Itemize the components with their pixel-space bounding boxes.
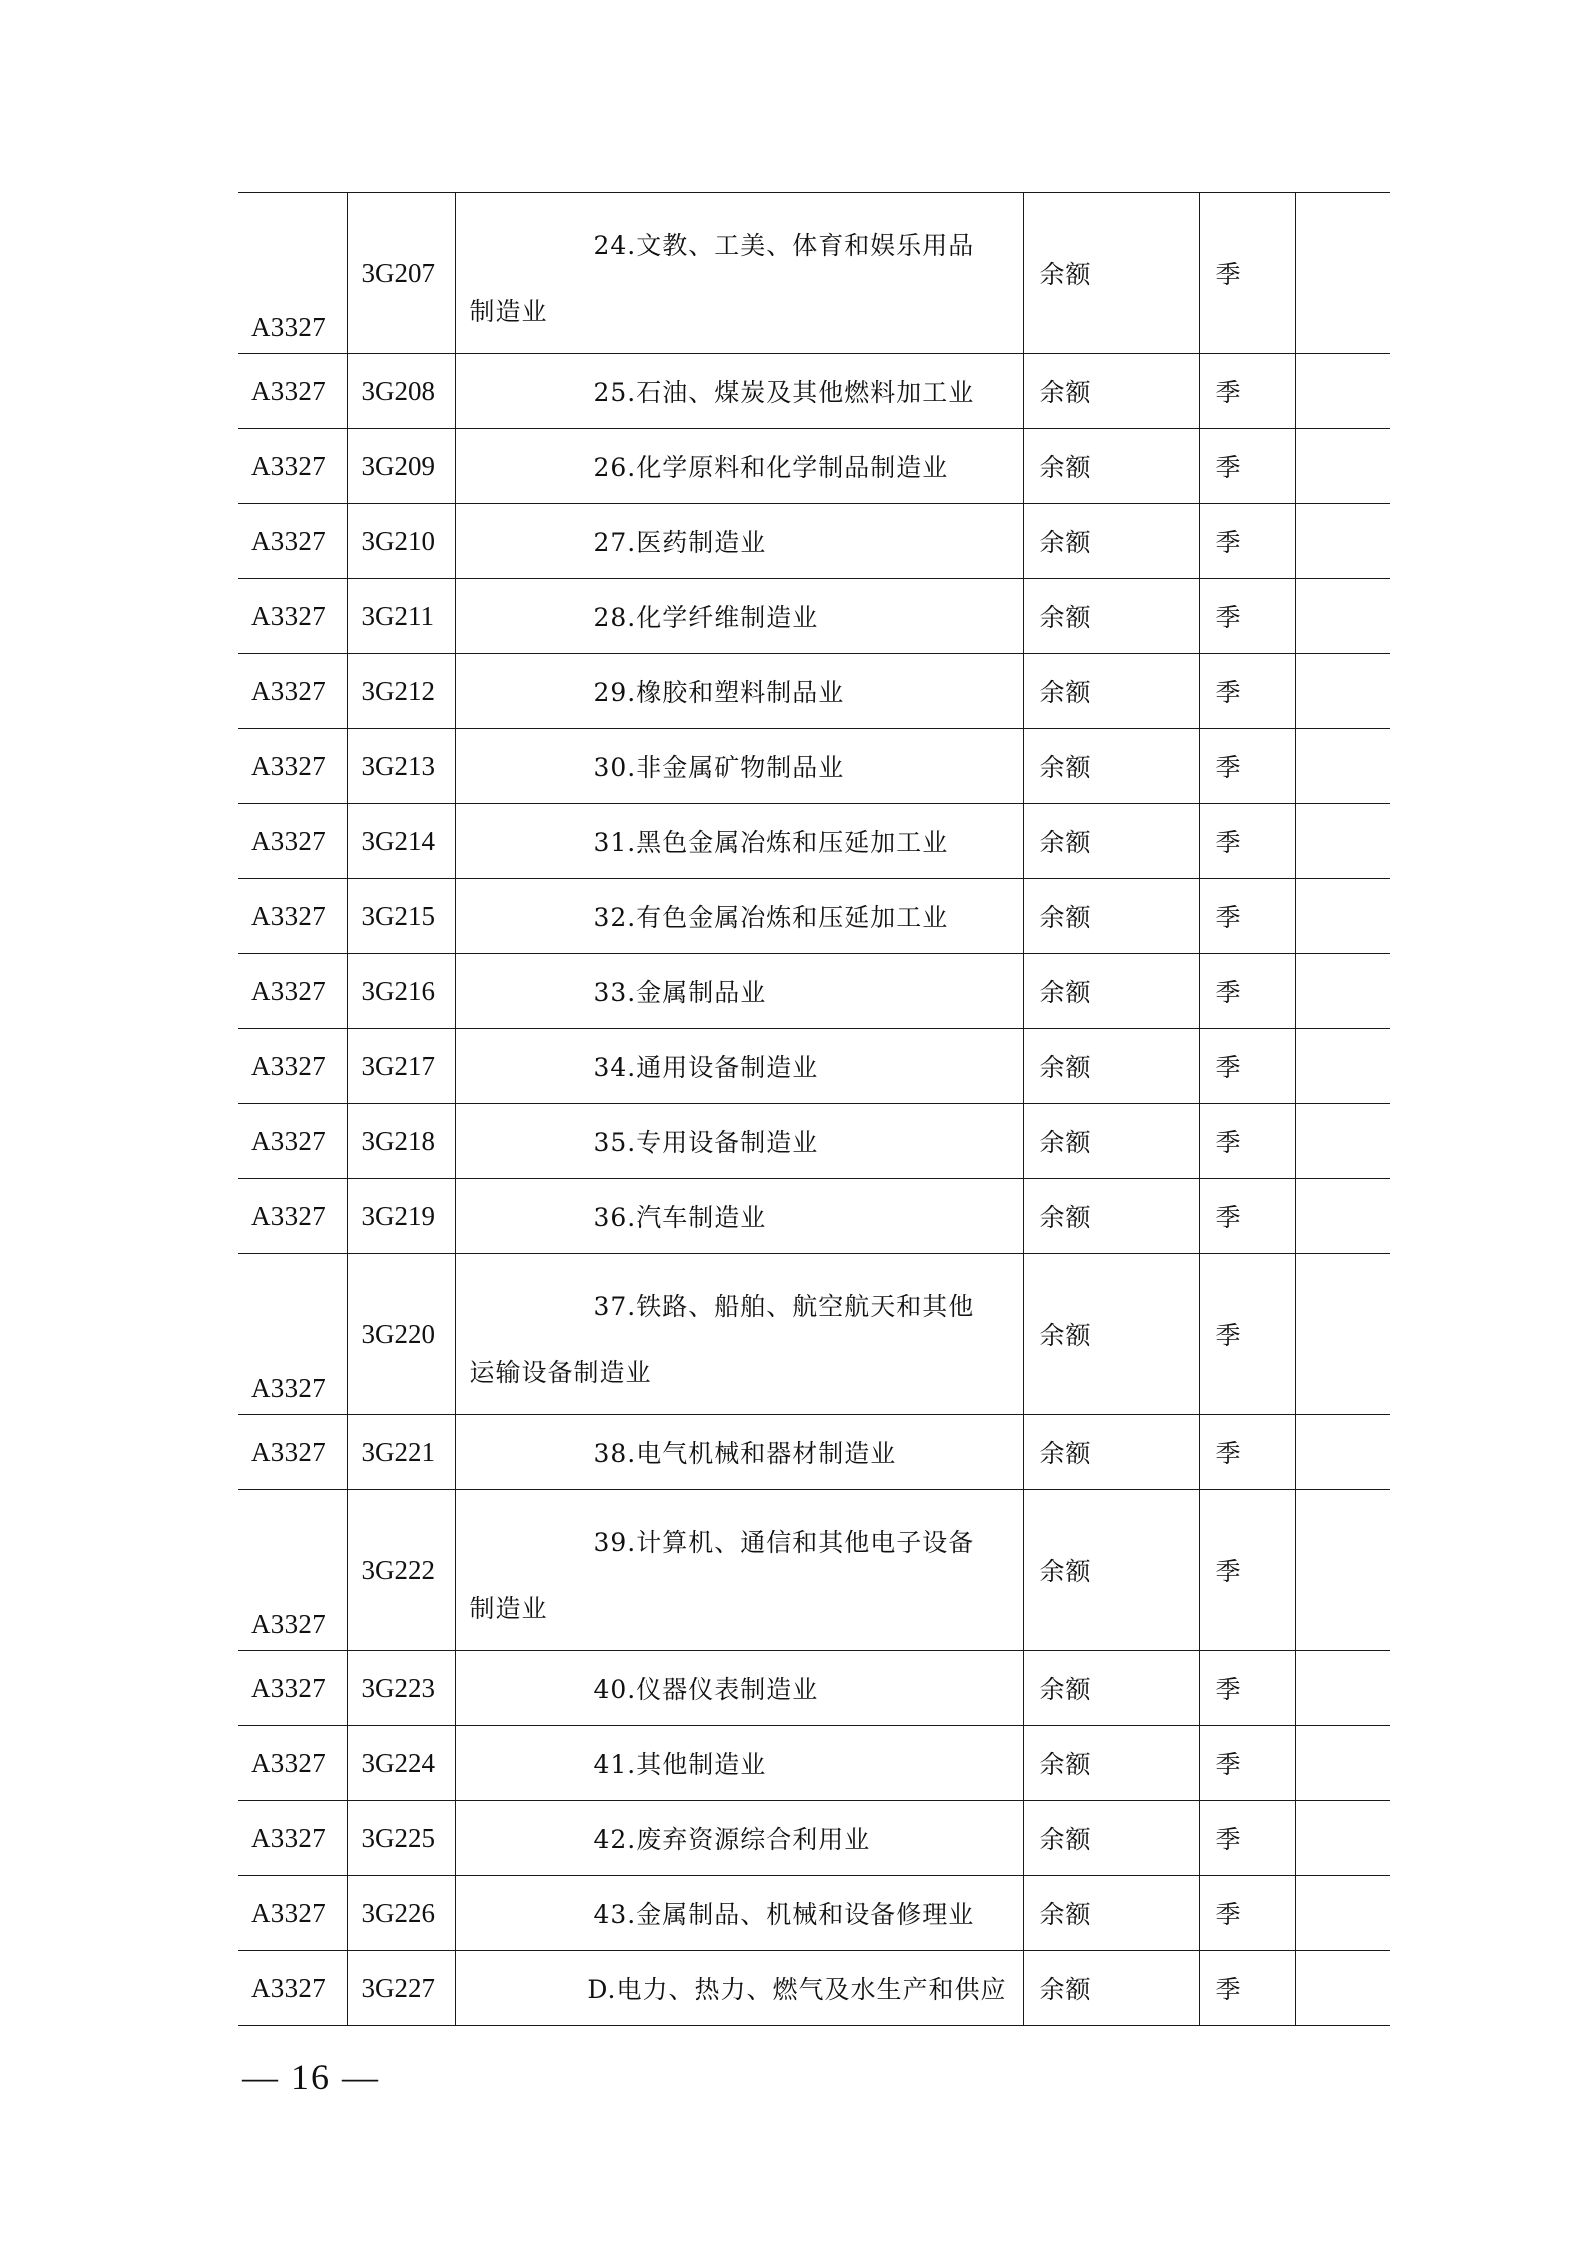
table-type-cell: 余额 bbox=[1023, 1104, 1199, 1179]
table-type-cell: 余额 bbox=[1023, 804, 1199, 879]
item-name-line1: 32.有色金属冶炼和压延加工业 bbox=[593, 903, 949, 932]
table-code-cell: A3327 bbox=[238, 1951, 347, 2026]
item-name-line2: 运输设备制造业 bbox=[469, 1358, 652, 1387]
item-name-line1: 34.通用设备制造业 bbox=[593, 1053, 819, 1082]
table-item-name-cell bbox=[455, 1490, 1023, 1651]
item-name-line1: 33.金属制品业 bbox=[593, 978, 767, 1007]
table-item-code-cell: 3G218 bbox=[347, 1104, 455, 1179]
table-extra-cell bbox=[1295, 729, 1390, 804]
table-item-code-cell: 3G216 bbox=[347, 954, 455, 1029]
table-frequency-cell: 季 bbox=[1199, 193, 1295, 354]
table-row bbox=[238, 1726, 1390, 1801]
table-code-cell: A3327 bbox=[238, 1801, 347, 1876]
table-extra-cell bbox=[1295, 954, 1390, 1029]
table-row bbox=[238, 193, 1390, 354]
table-frequency-cell: 季 bbox=[1199, 879, 1295, 954]
table-frequency-cell: 季 bbox=[1199, 1951, 1295, 2026]
table-item-code-cell: 3G209 bbox=[347, 429, 455, 504]
table-item-name-cell bbox=[455, 954, 1023, 1029]
table-item-code-cell: 3G214 bbox=[347, 804, 455, 879]
item-name-line1: 27.医药制造业 bbox=[593, 528, 767, 557]
table-extra-cell bbox=[1295, 1490, 1390, 1651]
table-item-name-cell bbox=[455, 1415, 1023, 1490]
table-frequency-cell: 季 bbox=[1199, 354, 1295, 429]
item-name-line1: 31.黑色金属冶炼和压延加工业 bbox=[593, 828, 949, 857]
table-item-code-cell: 3G223 bbox=[347, 1651, 455, 1726]
table-row bbox=[238, 729, 1390, 804]
table-code-cell: A3327 bbox=[238, 1179, 347, 1254]
table-frequency-cell: 季 bbox=[1199, 579, 1295, 654]
table-type-cell: 余额 bbox=[1023, 429, 1199, 504]
table-row bbox=[238, 879, 1390, 954]
table-row bbox=[238, 1951, 1390, 2026]
table-code-cell: A3327 bbox=[238, 504, 347, 579]
table-item-name-cell bbox=[455, 1726, 1023, 1801]
table-frequency-cell: 季 bbox=[1199, 504, 1295, 579]
table-code-cell: A3327 bbox=[238, 1726, 347, 1801]
table-code-cell: A3327 bbox=[238, 429, 347, 504]
table-extra-cell bbox=[1295, 804, 1390, 879]
table-type-cell: 余额 bbox=[1023, 193, 1199, 354]
item-name-line1: 36.汽车制造业 bbox=[593, 1203, 767, 1232]
table-item-name-cell bbox=[455, 193, 1023, 354]
table-extra-cell bbox=[1295, 1651, 1390, 1726]
table-type-cell: 余额 bbox=[1023, 1801, 1199, 1876]
table-type-cell: 余额 bbox=[1023, 579, 1199, 654]
table-frequency-cell: 季 bbox=[1199, 1651, 1295, 1726]
table-item-code-cell: 3G225 bbox=[347, 1801, 455, 1876]
table-code-cell: A3327 bbox=[238, 1651, 347, 1726]
table-type-cell: 余额 bbox=[1023, 1726, 1199, 1801]
table-item-code-cell: 3G224 bbox=[347, 1726, 455, 1801]
table-item-code-cell: 3G208 bbox=[347, 354, 455, 429]
table-extra-cell bbox=[1295, 1876, 1390, 1951]
table-code-cell: A3327 bbox=[238, 879, 347, 954]
table-code-cell: A3327 bbox=[238, 354, 347, 429]
table-item-name-cell bbox=[455, 354, 1023, 429]
table-frequency-cell: 季 bbox=[1199, 1179, 1295, 1254]
table-extra-cell bbox=[1295, 1254, 1390, 1415]
table-body bbox=[238, 193, 1390, 2026]
table-frequency-cell: 季 bbox=[1199, 1876, 1295, 1951]
table-frequency-cell: 季 bbox=[1199, 729, 1295, 804]
table-extra-cell bbox=[1295, 1726, 1390, 1801]
table-frequency-cell: 季 bbox=[1199, 1490, 1295, 1651]
table-item-code-cell: 3G217 bbox=[347, 1029, 455, 1104]
table-extra-cell bbox=[1295, 354, 1390, 429]
table-item-code-cell: 3G220 bbox=[347, 1254, 455, 1415]
table-item-name-cell bbox=[455, 654, 1023, 729]
table-row bbox=[238, 1415, 1390, 1490]
table-row bbox=[238, 954, 1390, 1029]
table-code-cell: A3327 bbox=[238, 1876, 347, 1951]
table-frequency-cell: 季 bbox=[1199, 954, 1295, 1029]
table-row bbox=[238, 579, 1390, 654]
table-row bbox=[238, 1179, 1390, 1254]
table-code-cell: A3327 bbox=[238, 1490, 347, 1651]
table-item-code-cell: 3G227 bbox=[347, 1951, 455, 2026]
table-code-cell: A3327 bbox=[238, 729, 347, 804]
table-frequency-cell: 季 bbox=[1199, 1801, 1295, 1876]
table-frequency-cell: 季 bbox=[1199, 429, 1295, 504]
table-extra-cell bbox=[1295, 879, 1390, 954]
table-code-cell: A3327 bbox=[238, 654, 347, 729]
table-extra-cell bbox=[1295, 579, 1390, 654]
table-item-name-cell bbox=[455, 1651, 1023, 1726]
table-type-cell: 余额 bbox=[1023, 954, 1199, 1029]
item-name-line1: D.电力、热力、燃气及水生产和供应 bbox=[587, 1975, 1007, 2004]
table-row bbox=[238, 429, 1390, 504]
table-row bbox=[238, 1254, 1390, 1415]
indicator-table bbox=[238, 192, 1390, 2026]
table-frequency-cell: 季 bbox=[1199, 1029, 1295, 1104]
table-code-cell: A3327 bbox=[238, 193, 347, 354]
table-row bbox=[238, 354, 1390, 429]
table-extra-cell bbox=[1295, 1415, 1390, 1490]
table-item-code-cell: 3G213 bbox=[347, 729, 455, 804]
table-type-cell: 余额 bbox=[1023, 879, 1199, 954]
table-row bbox=[238, 1490, 1390, 1651]
table-type-cell: 余额 bbox=[1023, 1951, 1199, 2026]
table-item-code-cell: 3G215 bbox=[347, 879, 455, 954]
table-frequency-cell: 季 bbox=[1199, 1726, 1295, 1801]
table-row bbox=[238, 1651, 1390, 1726]
table-row bbox=[238, 1876, 1390, 1951]
item-name-line1: 39.计算机、通信和其他电子设备 bbox=[593, 1528, 975, 1557]
table-row bbox=[238, 1029, 1390, 1104]
table-item-name-cell bbox=[455, 1254, 1023, 1415]
item-name-line1: 30.非金属矿物制品业 bbox=[593, 753, 845, 782]
table-extra-cell bbox=[1295, 654, 1390, 729]
item-name-line1: 41.其他制造业 bbox=[593, 1750, 767, 1779]
table-extra-cell bbox=[1295, 429, 1390, 504]
item-name-line1: 43.金属制品、机械和设备修理业 bbox=[593, 1900, 975, 1929]
table-extra-cell bbox=[1295, 1951, 1390, 2026]
table-item-name-cell bbox=[455, 1104, 1023, 1179]
item-name-line1: 26.化学原料和化学制品制造业 bbox=[593, 453, 949, 482]
table-row bbox=[238, 1104, 1390, 1179]
table-item-name-cell bbox=[455, 879, 1023, 954]
table-item-name-cell bbox=[455, 504, 1023, 579]
table-item-code-cell: 3G221 bbox=[347, 1415, 455, 1490]
table-type-cell: 余额 bbox=[1023, 1029, 1199, 1104]
table-extra-cell bbox=[1295, 1179, 1390, 1254]
table-frequency-cell: 季 bbox=[1199, 804, 1295, 879]
table-type-cell: 余额 bbox=[1023, 1876, 1199, 1951]
table-item-name-cell bbox=[455, 1876, 1023, 1951]
table-item-code-cell: 3G211 bbox=[347, 579, 455, 654]
table-code-cell: A3327 bbox=[238, 579, 347, 654]
table-extra-cell bbox=[1295, 1029, 1390, 1104]
table-code-cell: A3327 bbox=[238, 954, 347, 1029]
table-type-cell: 余额 bbox=[1023, 1651, 1199, 1726]
table-extra-cell bbox=[1295, 1104, 1390, 1179]
table-item-name-cell bbox=[455, 1951, 1023, 2026]
table-type-cell: 余额 bbox=[1023, 1490, 1199, 1651]
table-extra-cell bbox=[1295, 193, 1390, 354]
table-code-cell: A3327 bbox=[238, 804, 347, 879]
table-type-cell: 余额 bbox=[1023, 729, 1199, 804]
table-type-cell: 余额 bbox=[1023, 504, 1199, 579]
table-item-name-cell bbox=[455, 429, 1023, 504]
item-name-line2: 制造业 bbox=[469, 297, 548, 326]
table-row bbox=[238, 1801, 1390, 1876]
table-item-code-cell: 3G207 bbox=[347, 193, 455, 354]
item-name-line1: 28.化学纤维制造业 bbox=[593, 603, 819, 632]
table-frequency-cell: 季 bbox=[1199, 654, 1295, 729]
table-item-code-cell: 3G226 bbox=[347, 1876, 455, 1951]
table-item-code-cell: 3G219 bbox=[347, 1179, 455, 1254]
item-name-line2: 制造业 bbox=[469, 1594, 548, 1623]
table-type-cell: 余额 bbox=[1023, 1415, 1199, 1490]
table-code-cell: A3327 bbox=[238, 1104, 347, 1179]
table-item-name-cell bbox=[455, 579, 1023, 654]
table-extra-cell bbox=[1295, 504, 1390, 579]
table-row bbox=[238, 654, 1390, 729]
table-extra-cell bbox=[1295, 1801, 1390, 1876]
table-item-name-cell bbox=[455, 1801, 1023, 1876]
page-number: — 16 — bbox=[242, 2057, 380, 2097]
table-code-cell: A3327 bbox=[238, 1415, 347, 1490]
table-type-cell: 余额 bbox=[1023, 1179, 1199, 1254]
table-type-cell: 余额 bbox=[1023, 654, 1199, 729]
item-name-line1: 25.石油、煤炭及其他燃料加工业 bbox=[593, 378, 975, 407]
table-code-cell: A3327 bbox=[238, 1254, 347, 1415]
table-item-name-cell bbox=[455, 729, 1023, 804]
item-name-line1: 40.仪器仪表制造业 bbox=[593, 1675, 819, 1704]
item-name-line1: 35.专用设备制造业 bbox=[593, 1128, 819, 1157]
item-name-line1: 37.铁路、船舶、航空航天和其他 bbox=[593, 1292, 975, 1321]
table-frequency-cell: 季 bbox=[1199, 1104, 1295, 1179]
table-frequency-cell: 季 bbox=[1199, 1415, 1295, 1490]
table-item-code-cell: 3G222 bbox=[347, 1490, 455, 1651]
table-code-cell: A3327 bbox=[238, 1029, 347, 1104]
table-item-name-cell bbox=[455, 1029, 1023, 1104]
item-name-line1: 38.电气机械和器材制造业 bbox=[593, 1439, 897, 1468]
item-name-line1: 24.文教、工美、体育和娱乐用品 bbox=[593, 231, 975, 260]
table-row bbox=[238, 504, 1390, 579]
table-row bbox=[238, 804, 1390, 879]
item-name-line1: 29.橡胶和塑料制品业 bbox=[593, 678, 845, 707]
table-type-cell: 余额 bbox=[1023, 354, 1199, 429]
table-frequency-cell: 季 bbox=[1199, 1254, 1295, 1415]
item-name-line1: 42.废弃资源综合利用业 bbox=[593, 1825, 871, 1854]
table-item-name-cell bbox=[455, 1179, 1023, 1254]
table-item-code-cell: 3G212 bbox=[347, 654, 455, 729]
table-item-name-cell bbox=[455, 804, 1023, 879]
table-type-cell: 余额 bbox=[1023, 1254, 1199, 1415]
table-item-code-cell: 3G210 bbox=[347, 504, 455, 579]
